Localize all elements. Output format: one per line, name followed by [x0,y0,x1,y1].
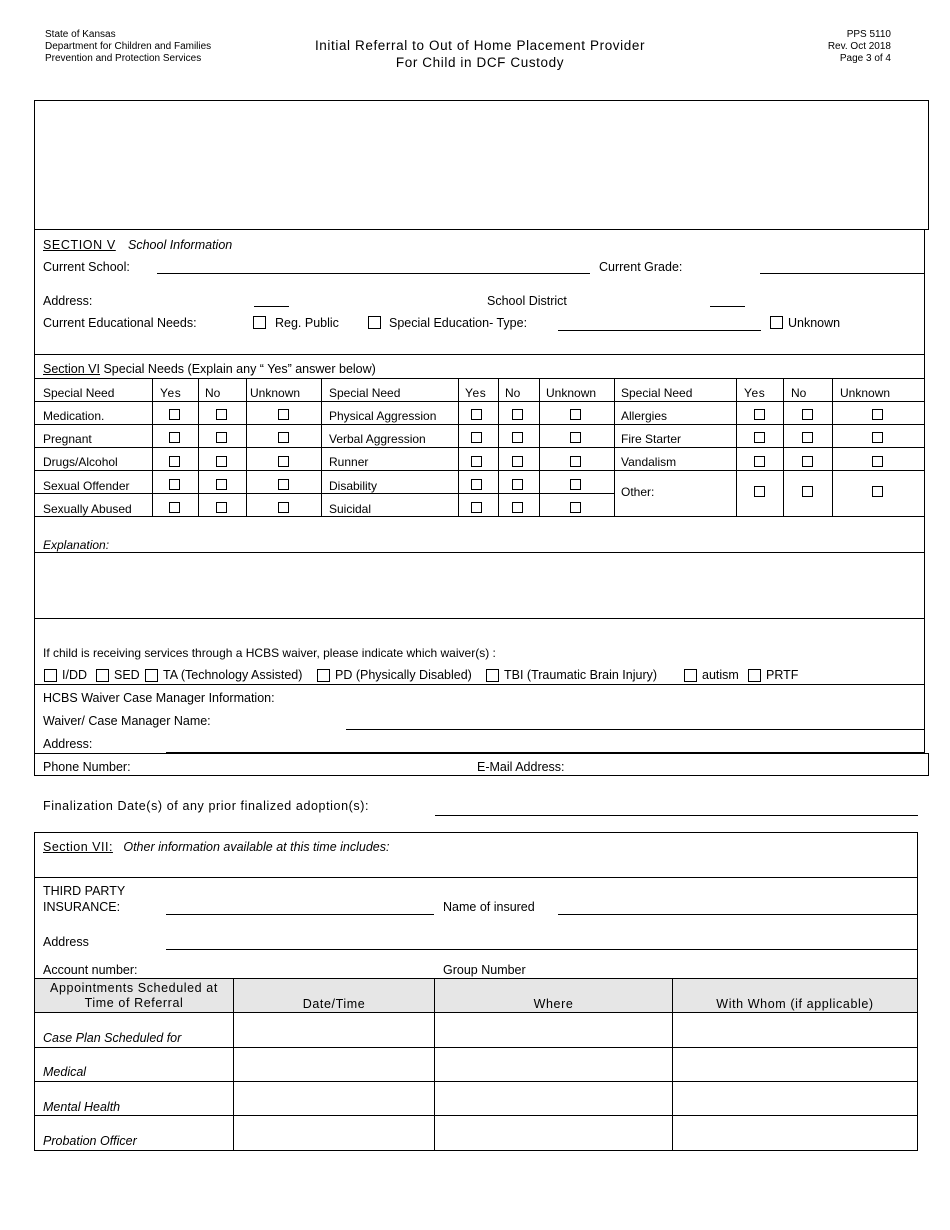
school-address-label: Address: [43,294,93,308]
explanation-label: Explanation: [43,538,110,552]
grid-line [736,378,737,516]
name-insured-field[interactable] [558,914,918,915]
manager-address-label: Address: [43,737,93,751]
checkbox-no[interactable] [512,502,523,513]
insurance-address-label: Address [43,935,89,949]
email-label: E-Mail Address: [477,760,565,774]
table-header-appointments: Appointments Scheduled at Time of Referral [50,981,218,1010]
grid-line [321,378,322,516]
education-unknown-checkbox[interactable] [770,316,783,329]
grid-line [198,378,199,516]
section-vi-heading-label: Section VI [43,362,100,376]
checkbox-no[interactable] [216,432,227,443]
education-unknown-label: Unknown [788,316,841,330]
checkbox-unknown[interactable] [570,479,581,490]
current-grade-field[interactable] [760,273,924,274]
grid-line [34,493,614,494]
need-runner: Runner [329,455,369,469]
checkbox-unknown[interactable] [872,456,883,467]
form-title-line1: Initial Referral to Out of Home Placement Provider [314,38,646,53]
checkbox-no[interactable] [216,409,227,420]
grid-line [34,378,925,379]
checkbox-yes[interactable] [471,409,482,420]
waiver-sed-checkbox[interactable] [96,669,109,682]
col-header-special-need: Special Need [621,386,693,400]
manager-name-label: Waiver/ Case Manager Name: [43,714,211,728]
need-allergies: Allergies [621,409,668,423]
table-header-date-time: Date/Time [302,997,366,1011]
checkbox-yes[interactable] [754,456,765,467]
reg-public-checkbox[interactable] [253,316,266,329]
checkbox-unknown[interactable] [278,409,289,420]
insurance-address-field[interactable] [166,949,918,950]
checkbox-no[interactable] [802,432,813,443]
grid-line [458,378,459,516]
section-vii-heading-rest: Other information available at this time includes: [123,840,390,854]
table-row-medical: Medical [43,1065,87,1079]
current-grade-label: Current Grade: [599,260,683,274]
col-header-special-need: Special Need [329,386,401,400]
carryover-text-box[interactable] [34,100,929,230]
phone-label: Phone Number: [43,760,131,774]
checkbox-no[interactable] [216,479,227,490]
waiver-prtf-label: PRTF [766,668,799,682]
waiver-tbi-checkbox[interactable] [486,669,499,682]
grid-line [34,1047,918,1048]
insurance-field[interactable] [166,914,434,915]
checkbox-yes[interactable] [471,502,482,513]
checkbox-unknown[interactable] [872,432,883,443]
grid-line [34,1115,918,1116]
school-district-label: School District [487,294,567,308]
checkbox-yes[interactable] [169,479,180,490]
checkbox-no[interactable] [512,456,523,467]
educational-needs-label: Current Educational Needs: [43,316,197,330]
waiver-prtf-checkbox[interactable] [748,669,761,682]
special-ed-type-field[interactable] [558,330,761,331]
checkbox-unknown[interactable] [872,486,883,497]
waiver-sed-label: SED [114,668,140,682]
waiver-pd-label: PD (Physically Disabled) [335,668,472,682]
checkbox-no[interactable] [802,456,813,467]
grid-line [246,378,247,516]
waiver-autism-label: autism [702,668,739,682]
section-vii-heading [43,840,389,854]
table-row-mental-health: Mental Health [43,1100,121,1114]
hcbs-manager-heading: HCBS Waiver Case Manager Information: [43,691,275,705]
col-header-yes: Yes [744,386,766,400]
section-vi-heading-rest: Special Needs (Explain any “ Yes” answer below) [99,362,376,376]
col-header-no: No [791,386,807,400]
need-vandalism: Vandalism [621,455,677,469]
col-header-unknown: Unknown [840,386,891,400]
grid-line [832,378,833,516]
col-header-no: No [505,386,521,400]
grid-line [34,978,918,979]
reg-public-label: Reg. Public [275,316,339,330]
waiver-idd-label: I/DD [62,668,87,682]
school-address-field[interactable] [254,306,289,307]
waiver-ta-checkbox[interactable] [145,669,158,682]
waiver-idd-checkbox[interactable] [44,669,57,682]
checkbox-yes[interactable] [754,409,765,420]
section-v-heading: SECTION V [43,238,116,252]
group-number-label: Group Number [443,963,526,977]
agency-division: Prevention and Protection Services [45,53,202,64]
checkbox-yes[interactable] [169,432,180,443]
checkbox-yes[interactable] [471,479,482,490]
manager-name-field[interactable] [346,729,924,730]
checkbox-unknown[interactable] [872,409,883,420]
third-party-label-line1: THIRD PARTY [43,884,126,898]
current-school-field[interactable] [157,273,590,274]
agency-department: Department for Children and Families [45,41,212,52]
grid-line [34,877,918,878]
table-row-probation-officer: Probation Officer [43,1134,137,1148]
agency-state: State of Kansas [45,29,116,40]
grid-line [34,684,925,685]
grid-line [498,378,499,516]
checkbox-no[interactable] [512,432,523,443]
checkbox-yes[interactable] [169,456,180,467]
col-header-yes: Yes [160,386,182,400]
need-other: Other: [621,485,655,499]
need-suicidal: Suicidal [329,502,372,516]
waiver-tbi-label: TBI (Traumatic Brain Injury) [504,668,658,682]
col-header-no: No [205,386,221,400]
need-physical-aggression: Physical Aggression [329,409,437,423]
need-sexually-abused: Sexually Abused [43,502,132,516]
page-number: Page 3 of 4 [839,53,891,64]
checkbox-unknown[interactable] [278,479,289,490]
checkbox-yes[interactable] [169,502,180,513]
checkbox-no[interactable] [512,479,523,490]
grid-line [34,1081,918,1082]
third-party-label-line2: INSURANCE: [43,900,121,914]
form-revision: Rev. Oct 2018 [827,41,891,52]
grid-line [783,378,784,516]
table-row-case-plan: Case Plan Scheduled for [43,1031,182,1045]
grid-line [34,447,925,448]
checkbox-yes[interactable] [169,409,180,420]
grid-line [614,378,615,516]
need-sexual-offender: Sexual Offender [43,479,130,493]
grid-line [152,378,153,516]
checkbox-no[interactable] [802,486,813,497]
grid-line [539,378,540,516]
col-header-unknown: Unknown [546,386,597,400]
special-ed-checkbox[interactable] [368,316,381,329]
frame-left [34,229,35,776]
section-v-subheading: School Information [128,238,233,252]
checkbox-unknown[interactable] [570,456,581,467]
grid-line [34,618,925,619]
waiver-pd-checkbox[interactable] [317,669,330,682]
checkbox-no[interactable] [802,409,813,420]
section-vi-heading [43,362,376,376]
grid-line [34,424,925,425]
col-header-special-need: Special Need [43,386,115,400]
special-ed-label: Special Education- Type: [389,316,528,330]
checkbox-unknown[interactable] [570,502,581,513]
need-disability: Disability [329,479,378,493]
form-number: PPS 5110 [846,29,891,40]
form-title-line2: For Child in DCF Custody [395,55,565,70]
hcbs-question: If child is receiving services through a HCBS waiver, please indicate which waiver(s) : [43,646,496,660]
checkbox-unknown[interactable] [278,502,289,513]
checkbox-unknown[interactable] [570,409,581,420]
grid-line [34,470,925,471]
current-school-label: Current School: [43,260,130,274]
need-fire-starter: Fire Starter [621,432,682,446]
school-district-field[interactable] [710,306,745,307]
checkbox-unknown[interactable] [278,456,289,467]
checkbox-yes[interactable] [754,432,765,443]
col-header-yes: Yes [465,386,487,400]
adoption-date-field[interactable] [435,815,918,816]
frame-right [924,229,925,753]
grid-line [34,1012,918,1013]
col-header-unknown: Unknown [250,386,301,400]
name-insured-label: Name of insured [443,900,535,914]
checkbox-unknown[interactable] [278,432,289,443]
explanation-field[interactable] [35,553,924,618]
waiver-ta-label: TA (Technology Assisted) [163,668,303,682]
grid-line [34,401,925,402]
checkbox-no[interactable] [216,456,227,467]
waiver-autism-checkbox[interactable] [684,669,697,682]
checkbox-no[interactable] [216,502,227,513]
grid-line [34,516,925,517]
account-number-label: Account number: [43,963,138,977]
checkbox-no[interactable] [512,409,523,420]
need-verbal-aggression: Verbal Aggression [329,432,426,446]
checkbox-yes[interactable] [471,456,482,467]
checkbox-yes[interactable] [754,486,765,497]
checkbox-yes[interactable] [471,432,482,443]
adoption-date-label: Finalization Date(s) of any prior finalized adoption(s): [43,799,370,813]
section-vii-heading-label: Section VII: [43,840,113,854]
need-drugs-alcohol: Drugs/Alcohol [43,455,118,469]
checkbox-unknown[interactable] [570,432,581,443]
need-pregnant: Pregnant [43,432,92,446]
need-medication: Medication. [43,409,105,423]
table-header-where: Where [533,997,574,1011]
section-vi-top-border [34,354,925,355]
table-header-with-whom: With Whom (if applicable) [716,997,874,1011]
